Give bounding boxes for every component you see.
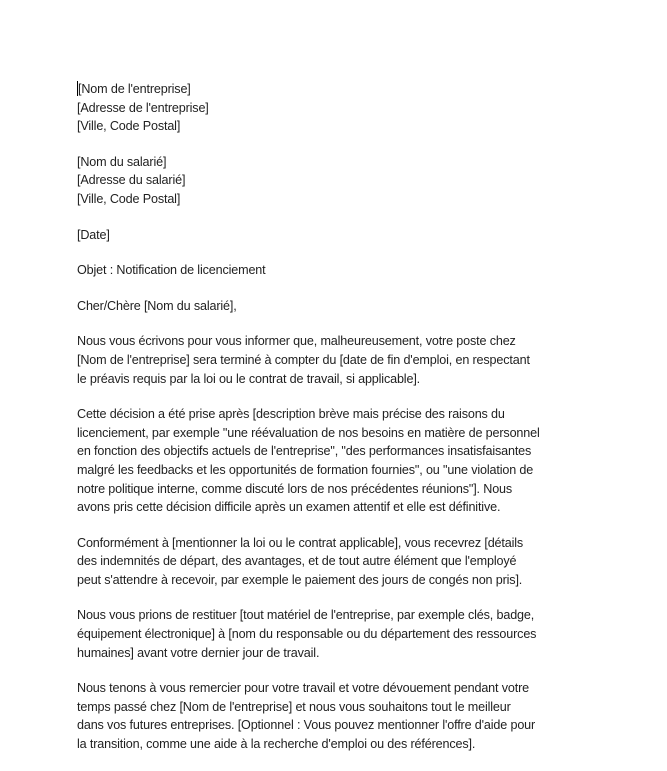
paragraph-line: [Nom de l'entreprise] sera terminé à compter du [date de fin d'emploi, en respectant — [77, 352, 530, 367]
paragraph-termination-notice — [77, 332, 597, 388]
sender-company-name-line — [77, 80, 597, 99]
paragraph-line: des indemnités de départ, des avantages, et de tout autre élément que l'employé — [77, 554, 517, 569]
recipient-name-line: [Nom du salarié] — [77, 154, 167, 169]
paragraph-line: en fonction des objectifs actuels de l'entreprise", "des performances insatisfaisantes — [77, 444, 532, 459]
sender-address-line: [Adresse de l'entreprise] — [77, 100, 209, 115]
paragraph-line: équipement électronique] à [nom du responsable ou du département des ressources — [77, 627, 537, 642]
paragraph-compensation — [77, 534, 597, 590]
recipient-city-line: [Ville, Code Postal] — [77, 191, 181, 206]
document-body[interactable] — [77, 80, 597, 771]
subject-line — [77, 261, 597, 280]
paragraph-line: Nous vous prions de restituer [tout matériel de l'entreprise, par exemple clés, badge, — [77, 608, 535, 623]
salutation-text: Cher/Chère [Nom du salarié], — [77, 298, 237, 313]
paragraph-line: notre politique interne, comme discuté lors de nos précédentes réunions"]. Nous — [77, 481, 513, 496]
date-text: [Date] — [77, 227, 110, 242]
paragraph-line: Cette décision a été prise après [description brève mais précise des raisons du — [77, 407, 505, 422]
sender-city-line: [Ville, Code Postal] — [77, 119, 181, 134]
paragraph-reasons — [77, 405, 597, 517]
paragraph-line: dans vos futures entreprises. [Optionnel : Vous pouvez mentionner l'offre d'aide pour — [77, 718, 536, 733]
paragraph-line: malgré les feedbacks et les opportunités de formation fournies", ou "une violation de — [77, 462, 534, 477]
paragraph-line: Nous vous écrivons pour vous informer que, malheureusement, votre poste chez — [77, 334, 516, 349]
subject-text: Objet : Notification de licenciement — [77, 263, 266, 278]
paragraph-line: humaines] avant votre dernier jour de travail. — [77, 645, 320, 660]
paragraph-line: peut s'attendre à recevoir, par exemple le paiement des jours de congés non pris]. — [77, 572, 523, 587]
paragraph-line: Nous tenons à vous remercier pour votre travail et votre dévouement pendant votre — [77, 681, 529, 696]
paragraph-line: le préavis requis par la loi ou le contrat de travail, si applicable]. — [77, 371, 421, 386]
salutation-line — [77, 297, 597, 316]
paragraph-return-equipment — [77, 606, 597, 662]
paragraph-line: avons pris cette décision difficile après un examen attentif et elle est définitive. — [77, 500, 501, 515]
sender-company-name: [Nom de l'entreprise] — [78, 82, 191, 96]
paragraph-line: la transition, comme une aide à la recherche d'emploi ou des références]. — [77, 737, 476, 752]
paragraph-thanks — [77, 679, 597, 753]
sender-address-block — [77, 80, 597, 136]
recipient-address-block — [77, 153, 597, 209]
paragraph-line: temps passé chez [Nom de l'entreprise] et nous vous souhaitons tout le meilleur — [77, 699, 511, 714]
date-line — [77, 226, 597, 245]
paragraph-line: licenciement, par exemple "une réévaluation de nos besoins en matière de personnel — [77, 425, 540, 440]
recipient-address-line: [Adresse du salarié] — [77, 173, 186, 188]
paragraph-line: Conformément à [mentionner la loi ou le contrat applicable], vous recevrez [détails — [77, 535, 524, 550]
